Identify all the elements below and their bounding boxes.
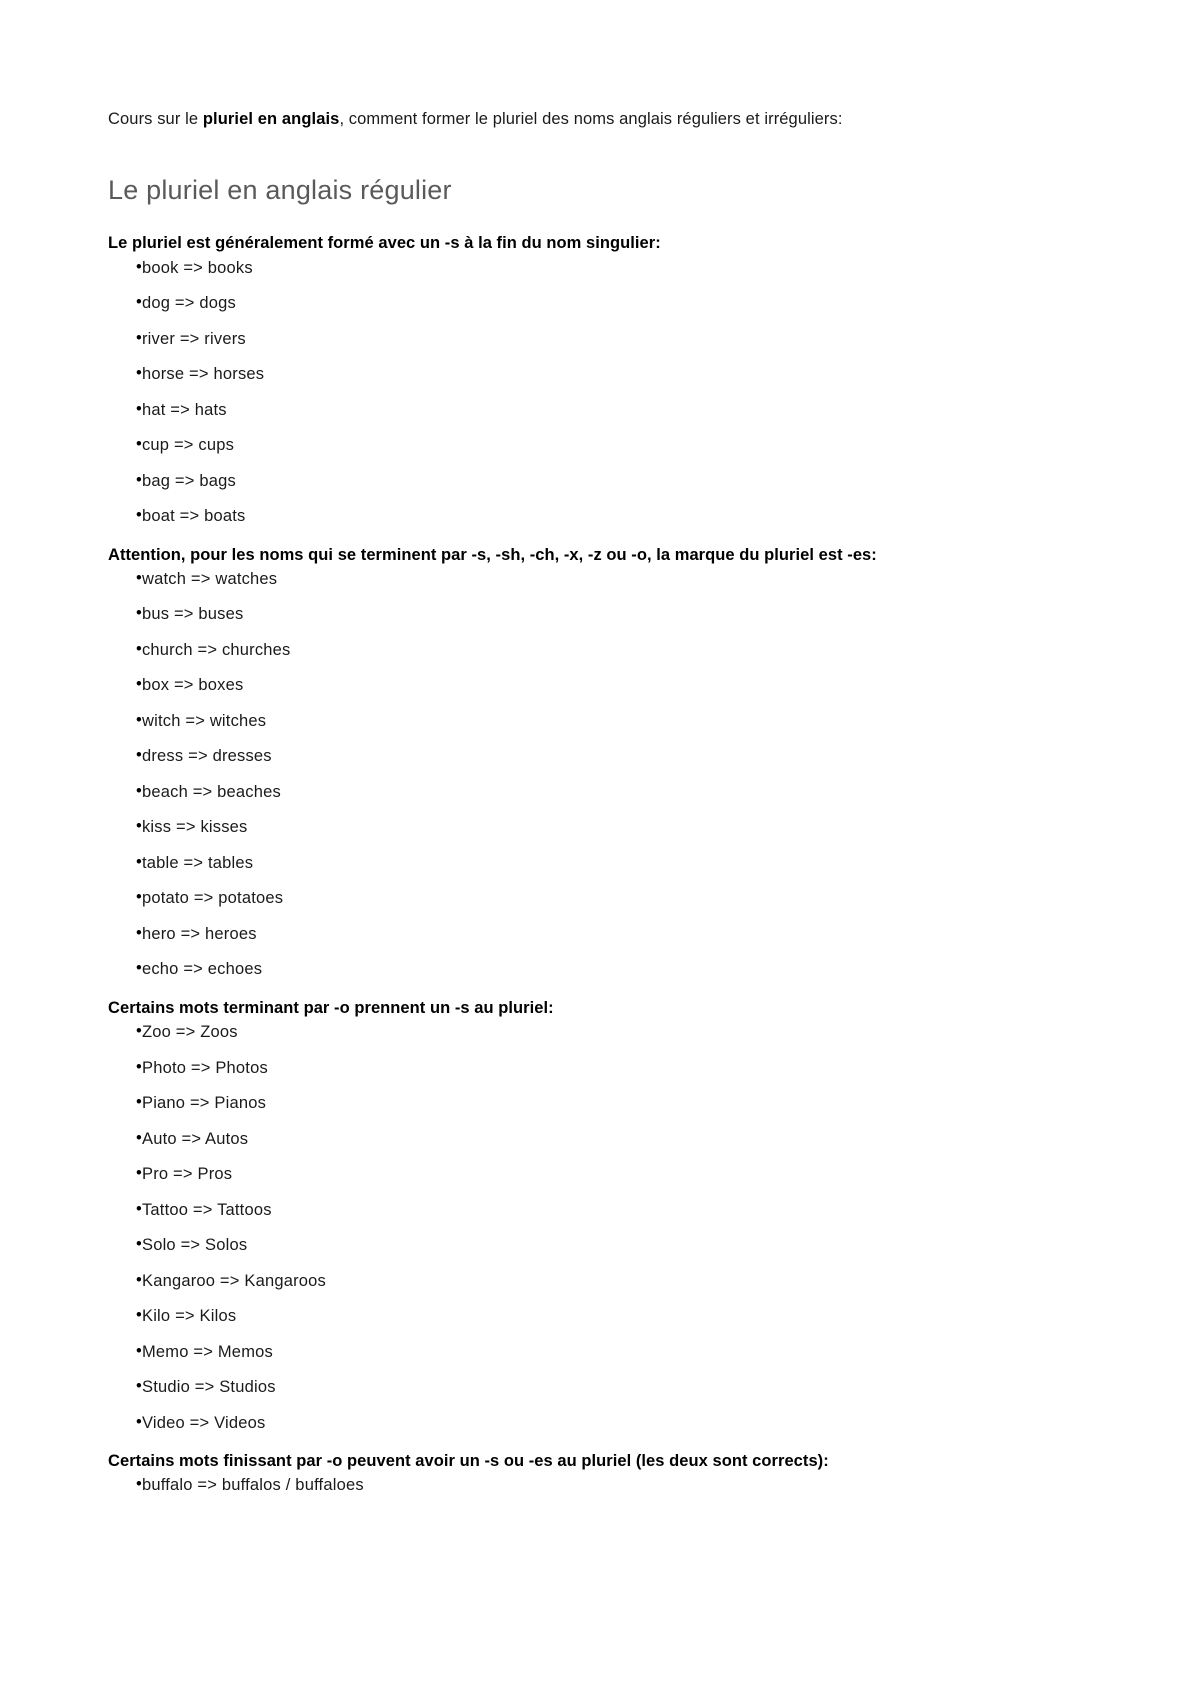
page-title: Le pluriel en anglais régulier xyxy=(108,174,452,205)
list-item xyxy=(136,470,1040,490)
list-item-label: Zoo => Zoos xyxy=(141,1023,238,1042)
bullet-icon: • xyxy=(136,1306,142,1325)
bullet-icon: • xyxy=(136,1093,142,1112)
list-item-label: Studio => Studios xyxy=(141,1378,276,1397)
intro-text-after: , comment former le pluriel des noms anglais réguliers et irréguliers: xyxy=(339,110,843,128)
list-item-label: echo => echoes xyxy=(141,960,263,979)
list-item-label: book => books xyxy=(141,258,253,277)
list-item-label: buffalo => buffalos / buffaloes xyxy=(141,1476,364,1495)
section xyxy=(108,232,1040,524)
bullet-icon: • xyxy=(136,568,142,587)
bullet-icon: • xyxy=(136,506,142,525)
section xyxy=(108,997,1040,1431)
list-item-label: Kangaroo => Kangaroos xyxy=(141,1271,326,1290)
list-item-label: bus => buses xyxy=(141,605,244,624)
list-item-label: river => rivers xyxy=(141,329,246,348)
bullet-icon: • xyxy=(136,1412,142,1431)
bullet-icon: • xyxy=(136,604,142,623)
list-item xyxy=(136,1341,1040,1361)
list-item-label: beach => beaches xyxy=(141,782,281,801)
list-item-label: cup => cups xyxy=(141,436,235,455)
word-list xyxy=(108,1477,1040,1494)
list-item xyxy=(136,781,1040,801)
list-item xyxy=(136,748,1040,765)
bullet-icon: • xyxy=(136,710,142,729)
bullet-icon: • xyxy=(136,675,142,694)
bullet-icon: • xyxy=(136,888,142,907)
bullet-icon: • xyxy=(136,781,142,800)
bullet-icon: • xyxy=(136,364,142,383)
bullet-icon: • xyxy=(136,923,142,942)
list-item-label: dog => dogs xyxy=(141,294,236,313)
list-item xyxy=(136,1024,1040,1041)
section xyxy=(108,544,1040,978)
bullet-icon: • xyxy=(136,1341,142,1360)
bullet-icon: • xyxy=(136,293,142,312)
list-item xyxy=(136,1477,1040,1494)
bullet-icon: • xyxy=(136,257,142,276)
list-item-label: boat => boats xyxy=(141,507,246,526)
list-item-label: Auto => Autos xyxy=(141,1129,249,1148)
list-item xyxy=(136,710,1040,730)
section-heading: Attention, pour les noms qui se terminent par -s, -sh, -ch, -x, -z ou -o, la marque du pluriel est -es: xyxy=(108,545,877,564)
list-item xyxy=(136,1379,1040,1396)
list-item-label: Pro => Pros xyxy=(141,1165,233,1184)
bullet-icon: • xyxy=(136,817,142,836)
list-item xyxy=(136,1095,1040,1112)
list-item-label: Photo => Photos xyxy=(141,1058,268,1077)
list-item-label: watch => watches xyxy=(141,569,278,588)
list-item xyxy=(136,1412,1040,1432)
bullet-icon: • xyxy=(136,1057,142,1076)
list-item-label: Solo => Solos xyxy=(141,1236,248,1255)
list-item-label: hat => hats xyxy=(141,400,227,419)
list-item xyxy=(136,1199,1040,1219)
bullet-icon: • xyxy=(136,1022,142,1041)
section xyxy=(108,1450,1040,1494)
bullet-icon: • xyxy=(136,328,142,347)
list-item-label: bag => bags xyxy=(141,471,236,490)
list-item xyxy=(136,1128,1040,1148)
list-item xyxy=(136,819,1040,836)
bullet-icon: • xyxy=(136,852,142,871)
list-item xyxy=(136,1057,1040,1077)
list-item xyxy=(136,1270,1040,1290)
bullet-icon: • xyxy=(136,399,142,418)
list-item-label: potato => potatoes xyxy=(141,889,284,908)
list-item-label: Memo => Memos xyxy=(141,1342,273,1361)
bullet-icon: • xyxy=(136,470,142,489)
intro-bold-term: pluriel en anglais xyxy=(202,110,340,128)
list-item xyxy=(136,852,1040,872)
list-item-label: Piano => Pianos xyxy=(141,1094,267,1113)
list-item xyxy=(136,366,1040,383)
sections-container xyxy=(108,232,1040,1494)
list-item-label: Kilo => Kilos xyxy=(141,1307,237,1326)
list-item xyxy=(136,1166,1040,1183)
bullet-icon: • xyxy=(136,435,142,454)
bullet-icon: • xyxy=(136,1377,142,1396)
section-heading: Le pluriel est généralement formé avec un -s à la fin du nom singulier: xyxy=(108,234,661,253)
list-item xyxy=(136,295,1040,312)
word-list xyxy=(108,568,1040,979)
section-heading: Certains mots finissant par -o peuvent avoir un -s ou -es au pluriel (les deux sont corrects): xyxy=(108,1452,829,1471)
bullet-icon: • xyxy=(136,639,142,658)
list-item xyxy=(136,606,1040,623)
intro-text-before: Cours sur le xyxy=(108,110,203,128)
bullet-icon: • xyxy=(136,1475,142,1494)
list-item xyxy=(136,639,1040,659)
list-item-label: kiss => kisses xyxy=(141,818,248,837)
list-item-label: Video => Videos xyxy=(141,1413,266,1432)
bullet-icon: • xyxy=(136,1235,142,1254)
bullet-icon: • xyxy=(136,1128,142,1147)
bullet-icon: • xyxy=(136,959,142,978)
list-item xyxy=(136,257,1040,277)
list-item-label: witch => witches xyxy=(141,711,267,730)
section-heading: Certains mots terminant par -o prennent un -s au pluriel: xyxy=(108,998,554,1017)
list-item xyxy=(136,508,1040,525)
list-item xyxy=(136,568,1040,588)
list-item xyxy=(136,328,1040,348)
bullet-icon: • xyxy=(136,1199,142,1218)
list-item-label: box => boxes xyxy=(141,676,244,695)
list-item-label: hero => heroes xyxy=(141,924,257,943)
word-list xyxy=(108,1024,1040,1431)
bullet-icon: • xyxy=(136,746,142,765)
list-item-label: Tattoo => Tattoos xyxy=(141,1200,272,1219)
list-item-label: church => churches xyxy=(141,640,291,659)
list-item-label: dress => dresses xyxy=(141,747,272,766)
intro-paragraph xyxy=(108,108,1040,132)
list-item xyxy=(136,1237,1040,1254)
list-item xyxy=(136,961,1040,978)
word-list xyxy=(108,257,1040,526)
bullet-icon: • xyxy=(136,1164,142,1183)
list-item xyxy=(136,437,1040,454)
list-item xyxy=(136,890,1040,907)
bullet-icon: • xyxy=(136,1270,142,1289)
list-item xyxy=(136,677,1040,694)
list-item xyxy=(136,1308,1040,1325)
list-item-label: table => tables xyxy=(141,853,254,872)
list-item-label: horse => horses xyxy=(141,365,265,384)
list-item xyxy=(136,399,1040,419)
list-item xyxy=(136,923,1040,943)
